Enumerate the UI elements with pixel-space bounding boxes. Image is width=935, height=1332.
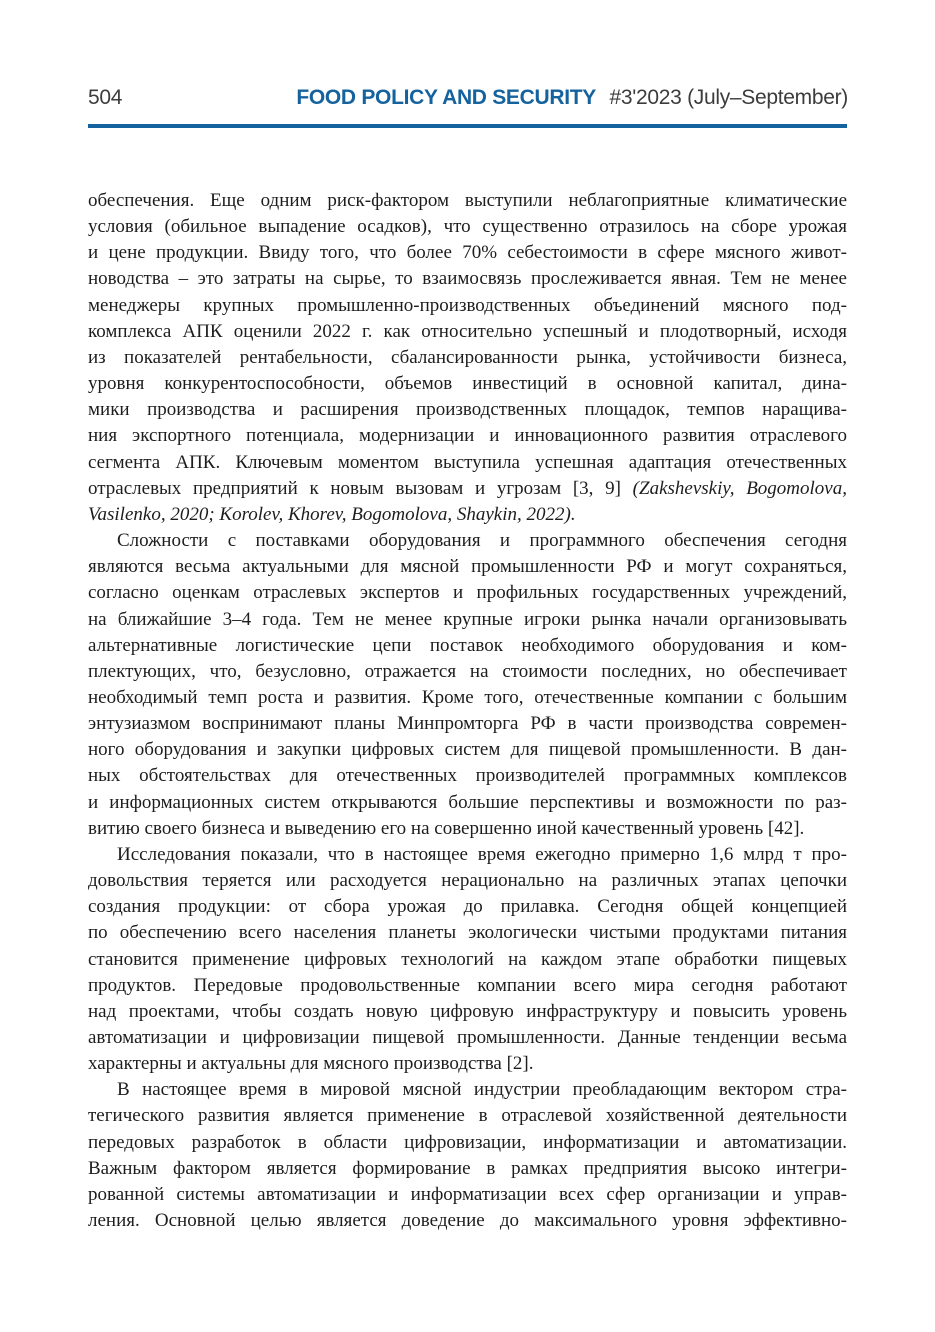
text-line: Исследования показали, что в настоящее время ежегодно примерно 1,6 млрд т про- [117,843,847,865]
text-line: необходимый темп роста и развития. Кроме того, отечественные компании с большим [88,686,847,708]
text-line: характерны и актуальны для мясного производства [2]. [88,1053,534,1075]
text-line: согласно оценкам отраслевых экспертов и профильных государственных учреждений, [88,582,847,604]
text-line: витию своего бизнеса и выведению его на совершенно иной качественный уровень [42]. [88,817,805,839]
text-line [88,476,847,502]
text-line: рованной системы автоматизации и информатизации всех сфер организации и управ- [88,1183,847,1205]
text-line [88,502,847,528]
journal-title: FOOD POLICY AND SECURITY [296,86,596,109]
text-line: мики производства и расширения производственных площадок, темпов наращива- [88,399,847,421]
text-line: Важным фактором является формирование в рамках предприятия высоко интегри- [88,1157,847,1179]
text-line: продуктов. Передовые продовольственные компании всего мира сегодня работают [88,974,847,996]
text-line: автоматизации и цифровизации пищевой промышленности. Данные тенденции весьма [88,1027,847,1048]
text-line: менеджеры крупных промышленно-производственных объединений мясного под- [88,294,847,316]
running-header [88,86,848,110]
text-line: альтернативные логистические цепи поставок необходимого оборудования и ком- [88,634,847,656]
text-line: В настоящее время в мировой мясной индустрии преобладающим вектором стра- [117,1079,847,1101]
text-line: создания продукции: от сбора урожая до прилавка. Сегодня общей концепцией [88,896,847,918]
text-segment: отраслевых предприятий к новым вызовам и угрозам [3, 9] [88,477,633,499]
text-line: Сложности с поставками оборудования и программного обеспечения сегодня [117,530,847,552]
header-rule-divider [88,124,847,128]
text-line: энтузиазмом воспринимают планы Минпромторга РФ в части производства современ- [88,713,847,735]
text-line: по обеспечению всего населения планеты экологически чистыми продуктами питания [88,922,847,944]
text-line: на ближайшие 3–4 года. Тем не менее крупные игроки рынка начали организовывать [88,608,847,630]
text-line: и информационных систем открываются большие перспективы и возможности по раз- [88,791,847,813]
text-line: тегического развития является применение в отраслевой хозяйственной деятельности [88,1105,847,1127]
text-line: передовых разработок в области цифровизации, информатизации и автоматизации. [88,1131,847,1153]
text-line: ного оборудования и закупки цифровых систем для пищевой промышленности. В дан- [88,739,847,761]
text-line: ния экспортного потенциала, модернизации и инновационного развития отраслевого [88,425,847,447]
text-line: новодства – это затраты на сырье, то взаимосвязь прослеживается явная. Тем не менее [88,268,847,290]
text-line: плектующих, что, безусловно, отражается на стоимости последних, но обеспечивает [88,660,847,682]
text-line: сегмента АПК. Ключевым моментом выступила успешная адаптация отечественных [88,451,847,473]
text-line: являются весьма актуальными для мясной промышленности РФ и могут сохраняться, [88,556,847,578]
text-line: над проектами, чтобы создать новую цифровую инфраструктуру и повысить уровень [88,1000,847,1022]
citation-italic: (Zakshevskiy, Bogomolova, [632,477,847,499]
citation-italic: Vasilenko, 2020; Korolev, Khorev, Bogomolova, Shaykin, 2022). [88,503,576,525]
header-title-group [296,86,848,110]
text-line: условия (обильное выпадение осадков), что существенно отразилось на сборе урожая [88,216,847,238]
article-text [88,188,847,1234]
issue-info: #3'2023 (July–September) [609,86,848,109]
text-line: комплекса АПК оценили 2022 г. как относительно успешный и плодотворный, исходя [88,320,847,342]
page-number: 504 [88,86,123,109]
text-line: и цене продукции. Ввиду того, что более 70% себестоимости в сфере мясного живот- [88,242,847,264]
text-line: довольствия теряется или расходуется нерационально на различных этапах цепочки [88,870,847,892]
text-line: становится применение цифровых технологий на каждом этапе обработки пищевых [88,948,847,970]
text-line: уровня конкурентоспособности, объемов инвестиций в основной капитал, дина- [88,373,847,395]
text-line: ления. Основной целью является доведение до максимального уровня эффективно- [88,1210,847,1232]
text-line: ных обстоятельствах для отечественных производителей программных комплексов [88,765,847,787]
text-line: обеспечения. Еще одним риск-фактором выступили неблагоприятные климатические [88,190,847,211]
text-line: из показателей рентабельности, сбалансированности рынка, устойчивости бизнеса, [88,346,847,368]
